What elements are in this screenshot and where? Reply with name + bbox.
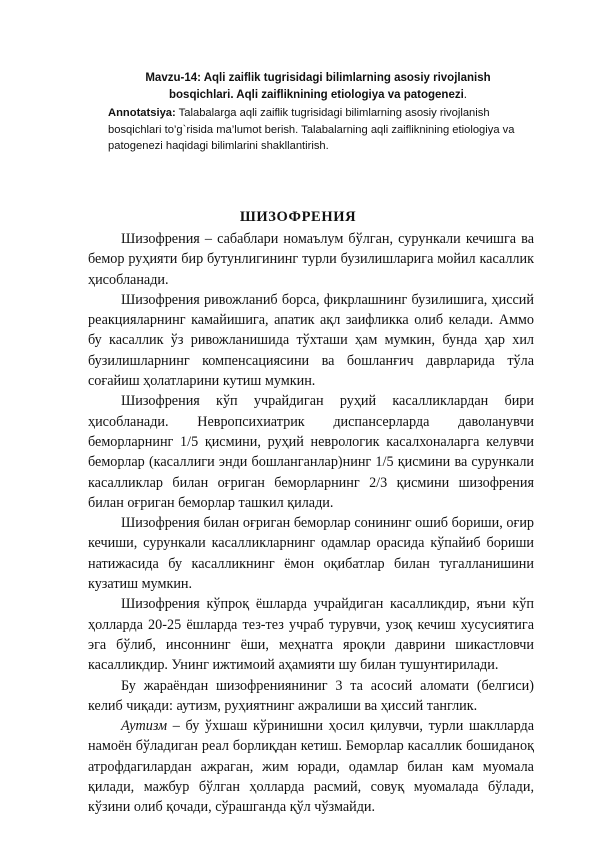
- annotation-text: Talabalarga aqli zaiflik tugrisidagi bilimlarning asosiy rivojlanish bosqichlari to’g`risida ma’lumot berish. Talabalarning aqli zaifliknining etiologiya va patogenezi haqidagi bilimlarini shakllantirish.: [108, 107, 515, 152]
- paragraph: Бу жараёндан шизофренияниниг 3 та асосий аломати (белгиси) келиб чиқади: аутизм, руҳиятнинг ажралиши ва ҳиссий танглик.: [88, 677, 534, 714]
- annotation: [108, 105, 528, 155]
- article-title: ШИЗОФРЕНИЯ: [239, 209, 357, 225]
- article-body: [88, 229, 534, 818]
- paragraph-autism: [88, 716, 534, 817]
- paragraph: Шизофрения ривожланиб борса, фикрлашнинг бузилишига, ҳиссий реакцияларнинг камайишига, апатик ақл заифликка олиб келади. Аммо бу касаллик ўз ривожланишида тўхташи ҳам мумкин, бунда ҳар хил бузилишларнинг компенсациясини ва бошланғич даврларида тўла соғайиш ҳолатларини кутиш мумкин.: [88, 291, 534, 390]
- paragraph: Шизофрения – сабаблари номаълум бўлган, сурункали кечишга ва бемор руҳияти бир бутунлигининг турли бузилишларига мойил касаллик ҳисобланади.: [88, 231, 534, 288]
- autism-term: Аутизм: [121, 718, 168, 735]
- topic-title-line2: bosqichlari. Aqli zaifliknining etiologiya va patogenezi: [169, 89, 464, 101]
- topic-header: [108, 70, 528, 155]
- paragraph: Шизофрения кўпроқ ёшларда учрайдиган касалликдир, яъни кўп ҳолларда 20-25 ёшларда тез-тез учраб турувчи, узоқ кечиш хусусиятига эга бўлиб, инсоннинг ёши, меҳнатга яроқли даврини шикастловчи касалликдир. Унинг ижтимоий аҳамияти шу билан тушунтирилади.: [88, 596, 534, 674]
- paragraph: Шизофрения билан оғриган беморлар сонининг ошиб бориши, оғир кечиши, сурункали касалликларнинг одамлар орасида кўпайиб бориши натижасида бу касалликнинг ёмон оқибатлар билан тугалланишини кузатиш мумкин.: [88, 515, 534, 593]
- topic-title: [108, 70, 528, 104]
- topic-title-period: .: [463, 89, 467, 101]
- topic-title-line1: Mavzu-14: Aqli zaiflik tugrisidagi bilimlarning asosiy rivojlanish: [145, 72, 491, 84]
- paragraph: Шизофрения кўп учрайдиган руҳий касалликлардан бири ҳисобланади. Невропсихиатрик диспансерларда даволанувчи беморларнинг 1/5 қисмини, руҳий неврологик касалхоналарга келувчи беморлар (касаллиги энди бошланганлар)нинг 1/5 қисмини ва сурункали касалликлар билан оғриган беморларнинг 2/3 қисмини шизофрения билан оғриган беморлар ташкил қилади.: [88, 393, 534, 511]
- annotation-label: Annotatsiya:: [108, 107, 176, 119]
- autism-definition: – бу ўхшаш кўринишни ҳосил қилувчи, турли шаклларда намоён бўладиган реал борлиқдан кетиш. Беморлар касаллик бошиданоқ атрофдагилардан ажраган, жим юради, одамлар билан кам муомала қилади, мажбур бўлган ҳолларда расмий, совуқ муомалада бўлади, кўзини олиб қочади, сўрашганда қўл чўзмайди.: [88, 718, 534, 816]
